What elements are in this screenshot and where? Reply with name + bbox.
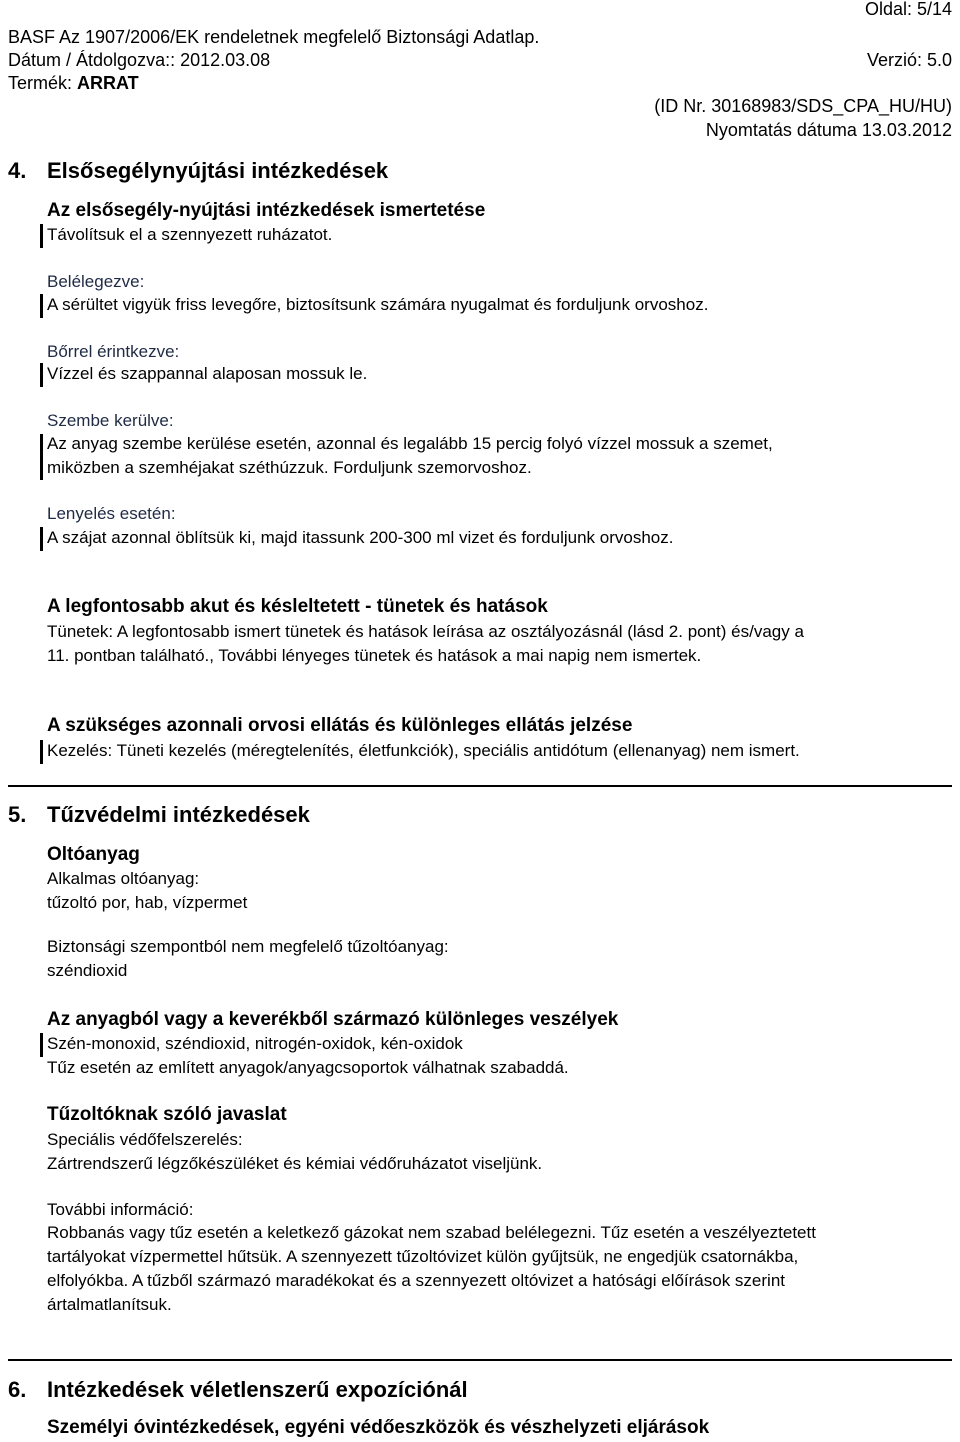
skin-contact-text: Vízzel és szappannal alaposan mossuk le. xyxy=(47,364,368,383)
special-hazards-text-2: Tűz esetén az említett anyagok/anyagcsoportok válhatnak szabaddá. xyxy=(47,1058,569,1077)
version: Verzió: 5.0 xyxy=(866,50,952,70)
unsuitable-media-label: Biztonsági szempontból nem megfelelő tűzoltóanyag: xyxy=(47,937,449,956)
change-bar xyxy=(40,294,43,318)
eye-contact-text-2: miközben a szemhéjakat széthúzzuk. Forduljunk szemorvoshoz. xyxy=(47,458,532,477)
change-bar xyxy=(40,740,43,764)
protective-equipment-text: Zártrendszerű légzőkészüléket és kémiai védőruházatot viseljünk. xyxy=(47,1154,543,1173)
section-5-title: Tűzvédelmi intézkedések xyxy=(47,802,310,827)
inhalation-text: A sérültet vigyük friss levegőre, biztosítsunk számára nyugalmat és forduljunk orvoshoz. xyxy=(47,295,709,314)
print-date: Nyomtatás dátuma 13.03.2012 xyxy=(705,120,952,140)
special-hazards-title: Az anyagból vagy a keverékből származó különleges veszélyek xyxy=(47,1009,619,1030)
further-info-text-3: elfolyókba. A tűzből származó maradékokat és a szennyezett oltóvizet a hatósági előírások szerint xyxy=(47,1271,786,1290)
product-label: Termék: xyxy=(8,73,78,93)
firefighters-title: Tűzoltóknak szóló javaslat xyxy=(47,1104,287,1125)
section-6-title: Intézkedések véletlenszerű expozíciónál xyxy=(47,1377,468,1402)
ingestion-text: A szájat azonnal öblítsük ki, majd itassunk 200-300 ml vizet és forduljunk orvoshoz. xyxy=(47,528,674,547)
treatment-title: A szükséges azonnali orvosi ellátás és különleges ellátás jelzése xyxy=(47,715,633,736)
revision-date: Dátum / Átdolgozva:: 2012.03.08 xyxy=(8,50,271,70)
further-info-text-1: Robbanás vagy tűz esetén a keletkező gázokat nem szabad belélegezni. Tűz esetén a veszélyeztetett xyxy=(47,1223,816,1242)
section-4-title: Elsősegélynyújtási intézkedések xyxy=(47,158,389,183)
symptoms-text-2: 11. pontban található., További lényeges tünetek és hatások a mai napig nem ismertek. xyxy=(47,646,702,665)
change-bar xyxy=(40,434,43,480)
protective-equipment-label: Speciális védőfelszerelés: xyxy=(47,1130,243,1149)
unsuitable-media-text: széndioxid xyxy=(47,961,128,980)
change-bar xyxy=(40,1033,43,1057)
first-aid-subtitle: Az elsősegély-nyújtási intézkedések ismertetése xyxy=(47,200,486,221)
document-id: (ID Nr. 30168983/SDS_CPA_HU/HU) xyxy=(654,96,952,116)
special-hazards-text-1: Szén-monoxid, széndioxid, nitrogén-oxidok, kén-oxidok xyxy=(47,1034,463,1053)
section-divider xyxy=(8,785,952,787)
inhalation-label: Belélegezve: xyxy=(47,272,145,291)
suitable-media-label: Alkalmas oltóanyag: xyxy=(47,869,200,888)
skin-contact-label: Bőrrel érintkezve: xyxy=(47,342,180,361)
change-bar xyxy=(40,527,43,551)
symptoms-text-1: Tünetek: A legfontosabb ismert tünetek és hatások leírása az osztályozásnál (lásd 2. pont) és/vagy a xyxy=(47,622,804,641)
product-name: ARRAT xyxy=(77,73,139,93)
extinguishing-media-title: Oltóanyag xyxy=(47,844,140,865)
ingestion-label: Lenyelés esetén: xyxy=(47,504,176,523)
page-number: Oldal: 5/14 xyxy=(864,0,952,19)
regulation-title: BASF Az 1907/2006/EK rendeletnek megfelelő Biztonsági Adatlap. xyxy=(8,27,540,47)
change-bar xyxy=(40,224,43,248)
eye-contact-label: Szembe kerülve: xyxy=(47,411,174,430)
section-divider xyxy=(8,1359,952,1361)
symptoms-title: A legfontosabb akut és késleltetett - tünetek és hatások xyxy=(47,596,548,617)
section-4-number: 4. xyxy=(8,158,27,183)
treatment-text: Kezelés: Tüneti kezelés (méregtelenítés, életfunkciók), speciális antidótum (ellenanyag) nem ismert. xyxy=(47,741,800,760)
further-info-label: További információ: xyxy=(47,1200,194,1219)
eye-contact-text-1: Az anyag szembe kerülése esetén, azonnal és legalább 15 percig folyó vízzel mossuk a szemet, xyxy=(47,434,773,453)
personal-precautions-title: Személyi óvintézkedések, egyéni védőeszközök és vészhelyzeti eljárások xyxy=(47,1417,710,1438)
product-line xyxy=(8,72,139,94)
general-advice: Távolítsuk el a szennyezett ruházatot. xyxy=(47,225,333,244)
suitable-media-text: tűzoltó por, hab, vízpermet xyxy=(47,893,248,912)
change-bar xyxy=(40,363,43,387)
further-info-text-2: tartályokat vízpermettel hűtsük. A szennyezett tűzoltóvizet külön gyűjtsük, ne engedjük csatornákba, xyxy=(47,1247,799,1266)
section-6-number: 6. xyxy=(8,1377,27,1402)
section-5-number: 5. xyxy=(8,802,27,827)
further-info-text-4: ártalmatlanítsuk. xyxy=(47,1295,172,1314)
